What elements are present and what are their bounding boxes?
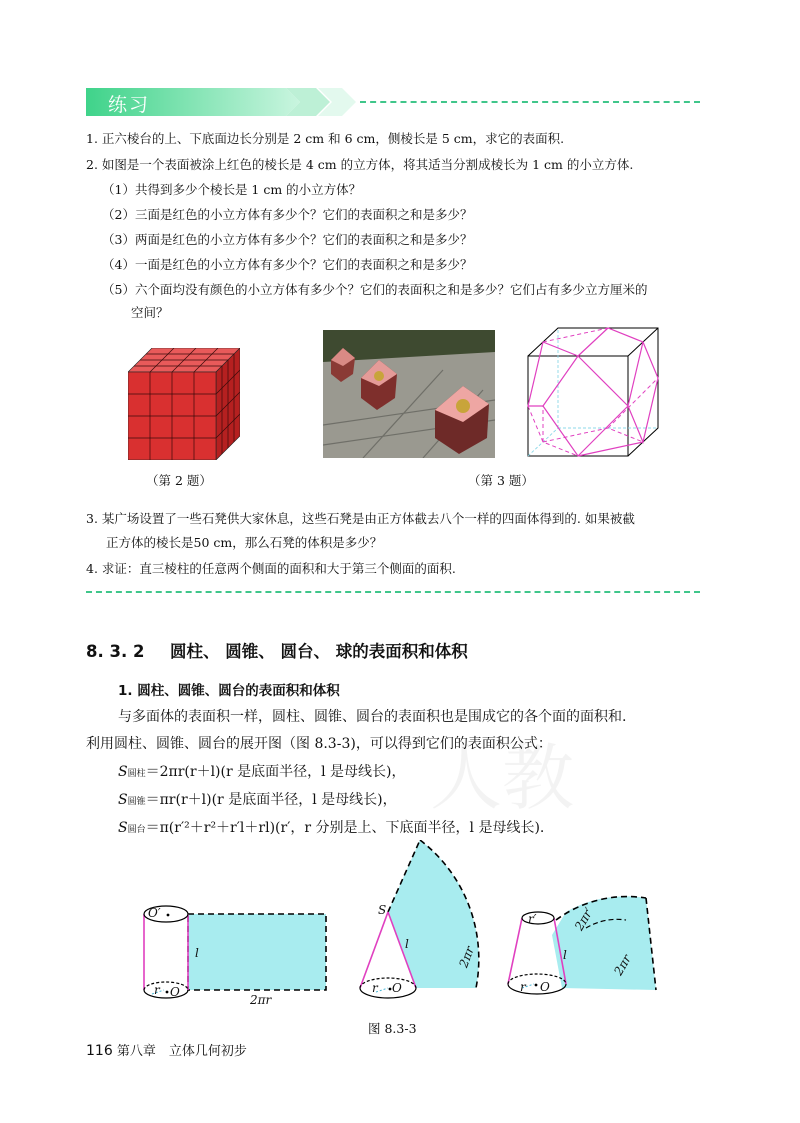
- section-number: 8. 3. 2: [86, 642, 145, 661]
- label-2pir-frustum: 2πr: [611, 952, 635, 978]
- formula-cone-body: ＝πr(r＋l)(r 是底面半径，l 是母线长)，: [145, 792, 397, 808]
- label-r-prime-frustum: r′: [528, 912, 537, 926]
- chapter-name: 第八章 立体几何初步: [116, 1044, 247, 1059]
- label-o-cone: O: [392, 981, 402, 995]
- label-s-cone: S: [378, 903, 387, 917]
- figure-3-caption: （第 3 题）: [468, 473, 534, 488]
- figure-2-caption: （第 2 题）: [146, 473, 212, 488]
- label-o-cylinder: O: [170, 985, 180, 999]
- label-r-frustum: r: [520, 980, 526, 994]
- formula-cylinder: [118, 761, 406, 781]
- label-l-cylinder: l: [195, 946, 199, 960]
- section-heading: [86, 638, 468, 662]
- exercise-2-part-3: （3）两面是红色的小立方体有多少个？它们的表面积之和是多少？: [102, 232, 473, 247]
- formula-frustum: [118, 817, 544, 837]
- section-title: 圆柱、 圆锥、 圆台、 球的表面积和体积: [169, 642, 468, 661]
- exercise-2-part-5-cont: 空间？: [131, 305, 169, 320]
- exercise-title: 练习: [108, 94, 151, 116]
- label-2pir-cylinder: 2πr: [250, 993, 272, 1007]
- label-l-cone: l: [405, 937, 409, 951]
- paragraph-line-2: 利用圆柱、圆锥、圆台的展开图（图 8.3-3)，可以得到它们的表面积公式：: [86, 736, 552, 752]
- label-o-frustum: O: [540, 980, 550, 994]
- formula-cylinder-body: ＝2πr(r＋l)(r 是底面半径，l 是母线长)，: [145, 764, 406, 780]
- exercise-end-dash-line: [86, 591, 700, 593]
- formula-cylinder-sub: 圆柱: [127, 769, 146, 779]
- label-r-cylinder: r: [154, 983, 160, 997]
- label-l-frustum: l: [563, 948, 567, 962]
- banner-dash-line: [360, 101, 700, 103]
- exercise-2-part-1: （1）共得到多少个棱长是 1 cm 的小立方体？: [102, 182, 362, 197]
- page-footer: [86, 1040, 247, 1059]
- exercise-4: 4. 求证：直三棱柱的任意两个侧面的面积和大于第三个侧面的面积.: [86, 561, 456, 576]
- formula-cone: [118, 789, 397, 809]
- label-2pir-prime-frustum: 2πr′: [571, 905, 597, 933]
- red-cube-figure: [128, 348, 240, 460]
- label-o-prime-cylinder: O′: [148, 906, 161, 920]
- formula-frustum-sub: 圆台: [127, 825, 146, 835]
- subsection-title: 1. 圆柱、圆锥、圆台的表面积和体积: [118, 683, 340, 699]
- label-2pir-cone: 2πr: [456, 944, 477, 970]
- label-r-cone: r: [372, 981, 378, 995]
- stone-stool-photo: [323, 330, 495, 458]
- truncated-cube-figure: [526, 326, 660, 458]
- exercise-1: 1. 正六棱台的上、下底面边长分别是 2 cm 和 6 cm，侧棱长是 5 cm，求它的表面积.: [86, 131, 565, 146]
- formula-frustum-body: ＝π(r′²＋r²＋r′l＋rl)(r′，r 分别是上、下底面半径，l 是母线长).: [145, 820, 545, 836]
- paragraph-line-1: 与多面体的表面积一样，圆柱、圆锥、圆台的表面积也是围成它的各个面的面积和.: [118, 709, 627, 725]
- exercise-3-line-1: 3. 某广场设置了一些石凳供大家休息，这些石凳是由正方体截去八个一样的四面体得到的. 如果被截: [86, 511, 635, 526]
- exercise-2-part-5: （5）六个面均没有颜色的小立方体有多少个？它们的表面积之和是多少？它们占有多少立方厘米的: [102, 282, 648, 297]
- formula-cone-sub: 圆锥: [127, 797, 146, 807]
- figure-caption: 图 8.3-3: [368, 1021, 417, 1036]
- formula-frustum-s: S: [118, 820, 128, 836]
- exercise-3-line-2: 正方体的棱长是50 cm，那么石凳的体积是多少？: [106, 535, 383, 550]
- formula-cone-s: S: [118, 792, 128, 808]
- exercise-2-part-2: （2）三面是红色的小立方体有多少个？它们的表面积之和是多少？: [102, 207, 473, 222]
- cone-net: [360, 840, 479, 998]
- exercise-2: 2. 如图是一个表面被涂上红色的棱长是 4 cm 的立方体，将其适当分割成棱长为 1 cm 的小立方体.: [86, 157, 634, 172]
- page-number: 116: [86, 1043, 113, 1059]
- formula-cylinder-s: S: [118, 764, 128, 780]
- exercise-2-part-4: （4）一面是红色的小立方体有多少个？它们的表面积之和是多少？: [102, 257, 473, 272]
